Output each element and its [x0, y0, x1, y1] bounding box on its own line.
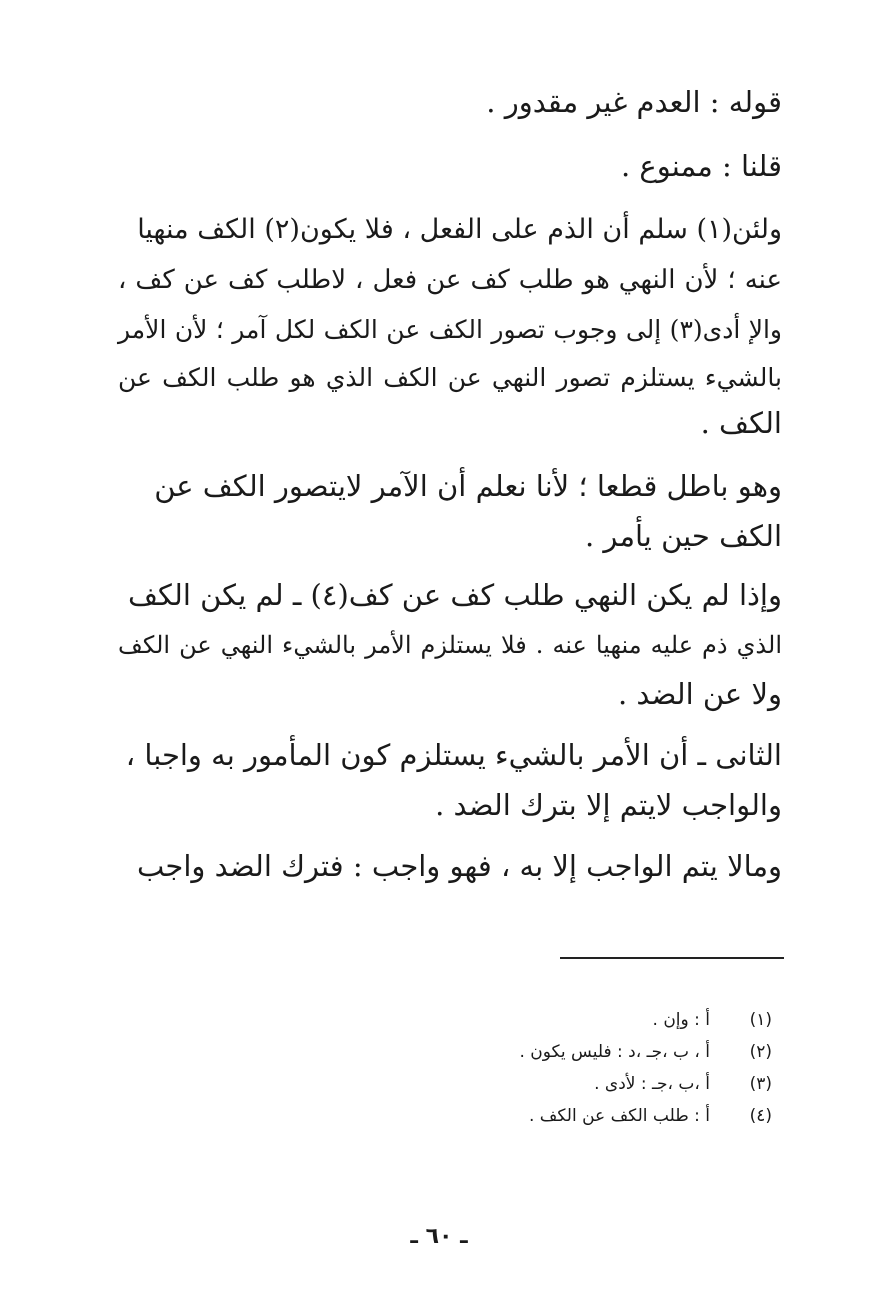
footnote-number: (٣): [749, 1074, 772, 1094]
footnote-number: (١): [749, 1010, 772, 1030]
body-line-3: ولئن(١) سلم أن الذم على الفعل ، فلا يكون(٢) الكف منهيا: [137, 214, 782, 245]
body-line-12: ولا عن الضد .: [617, 677, 782, 711]
body-line-1: قوله : العدم غير مقدور .: [486, 85, 782, 119]
body-line-13: الثانى ـ أن الأمر بالشيء يستلزم كون المأمور به واجبا ،: [125, 738, 782, 772]
footnote-text: أ : طلب الكف عن الكف .: [529, 1106, 710, 1126]
body-line-7: الكف .: [700, 406, 782, 440]
footnote-number: (٤): [749, 1106, 772, 1126]
body-line-8: وهو باطل قطعا ؛ لأنا نعلم أن الآمر لايتصور الكف عن: [154, 469, 782, 503]
body-line-15: ومالا يتم الواجب إلا به ، فهو واجب : فترك الضد واجب: [136, 849, 782, 883]
body-line-4: عنه ؛ لأن النهي هو طلب كف عن فعل ، لاطلب كف عن كف ،: [118, 265, 782, 295]
body-line-11: الذي ذم عليه منهيا عنه . فلا يستلزم الأمر بالشيء النهي عن الكف: [118, 631, 782, 659]
footnote-text: أ : وإن .: [652, 1010, 710, 1030]
footnote-number: (٢): [749, 1042, 772, 1062]
page-number: ـ ٦٠ ـ: [410, 1224, 468, 1249]
footnote-separator: [560, 957, 784, 959]
footnote-text: أ ،ب ،جـ : لأدى .: [594, 1074, 710, 1094]
body-line-14: والواجب لايتم إلا بترك الضد .: [435, 788, 782, 822]
body-line-2: قلنا : ممنوع .: [620, 149, 782, 183]
body-line-10: وإذا لم يكن النهي طلب كف عن كف(٤) ـ لم يكن الكف: [127, 578, 782, 612]
body-line-9: الكف حين يأمر .: [585, 519, 782, 553]
body-line-6: بالشيء يستلزم تصور النهي عن الكف الذي هو طلب الكف عن: [118, 363, 782, 392]
body-line-5: والإ أدى(٣) إلى وجوب تصور الكف عن الكف لكل آمر ؛ لأن الأمر: [118, 315, 783, 344]
footnote-text: أ ، ب ،جـ ،د : فليس يكون .: [519, 1042, 710, 1062]
